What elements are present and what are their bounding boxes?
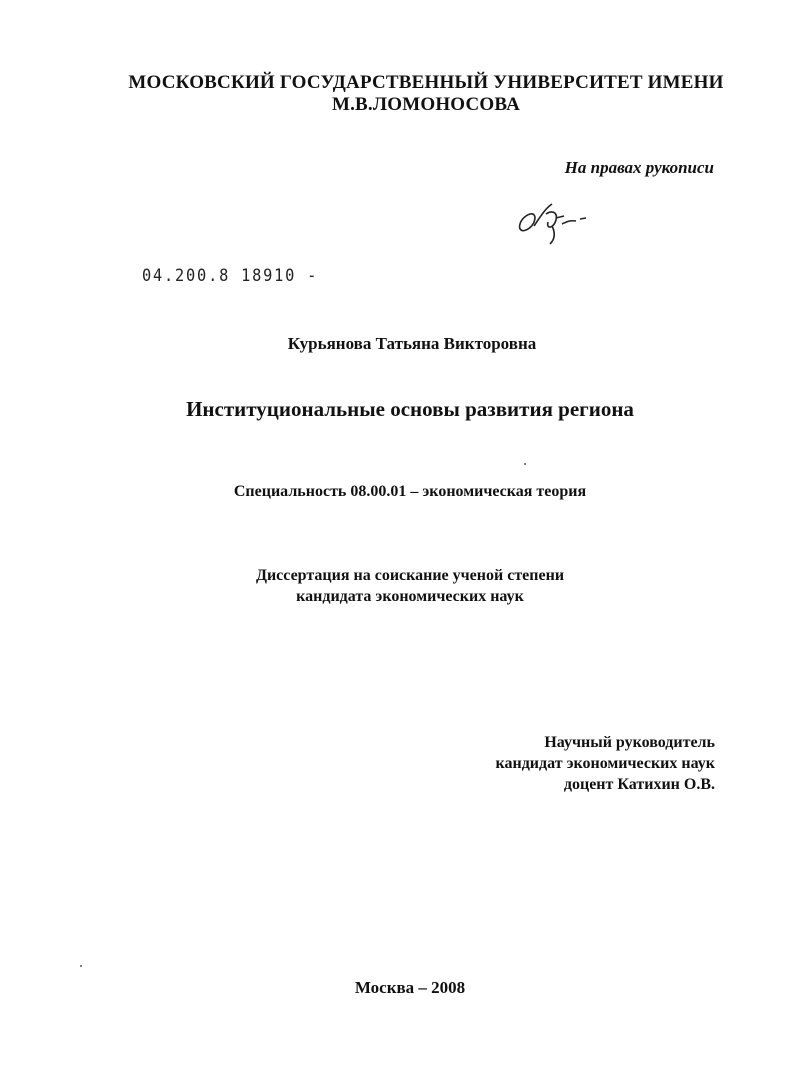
- registration-stamp-number: 04.200.8 18910 -: [142, 266, 319, 286]
- dissertation-title: Институциональные основы развития региона: [186, 397, 634, 421]
- university-heading: [30, 72, 792, 116]
- university-line-1: МОСКОВСКИЙ ГОСУДАРСТВЕННЫЙ УНИВЕРСИТЕТ ИМЕНИ: [128, 72, 724, 93]
- degree-line-1: Диссертация на соискание ученой степени: [255, 567, 565, 584]
- degree-statement: [14, 566, 792, 608]
- specialty-line: Специальность 08.00.01 – экономическая теория: [233, 483, 587, 500]
- supervisor-line-1: Научный руководитель: [544, 734, 715, 751]
- university-line-2: М.В.ЛОМОНОСОВА: [331, 93, 521, 115]
- degree-line-2: кандидата экономических наук: [296, 587, 524, 605]
- scan-speck: [80, 965, 82, 967]
- supervisor-line-2: кандидат экономических наук: [495, 754, 715, 772]
- scan-speck: [524, 463, 526, 465]
- place-and-year: Москва – 2008: [354, 978, 466, 997]
- supervisor-line-3: доцент Катихин О.В.: [563, 775, 715, 793]
- author-name: Курьянова Татьяна Викторовна: [287, 334, 537, 353]
- handwritten-signature: [512, 200, 602, 248]
- supervisor-block: [496, 733, 715, 795]
- manuscript-note: На правах рукописи: [564, 158, 714, 177]
